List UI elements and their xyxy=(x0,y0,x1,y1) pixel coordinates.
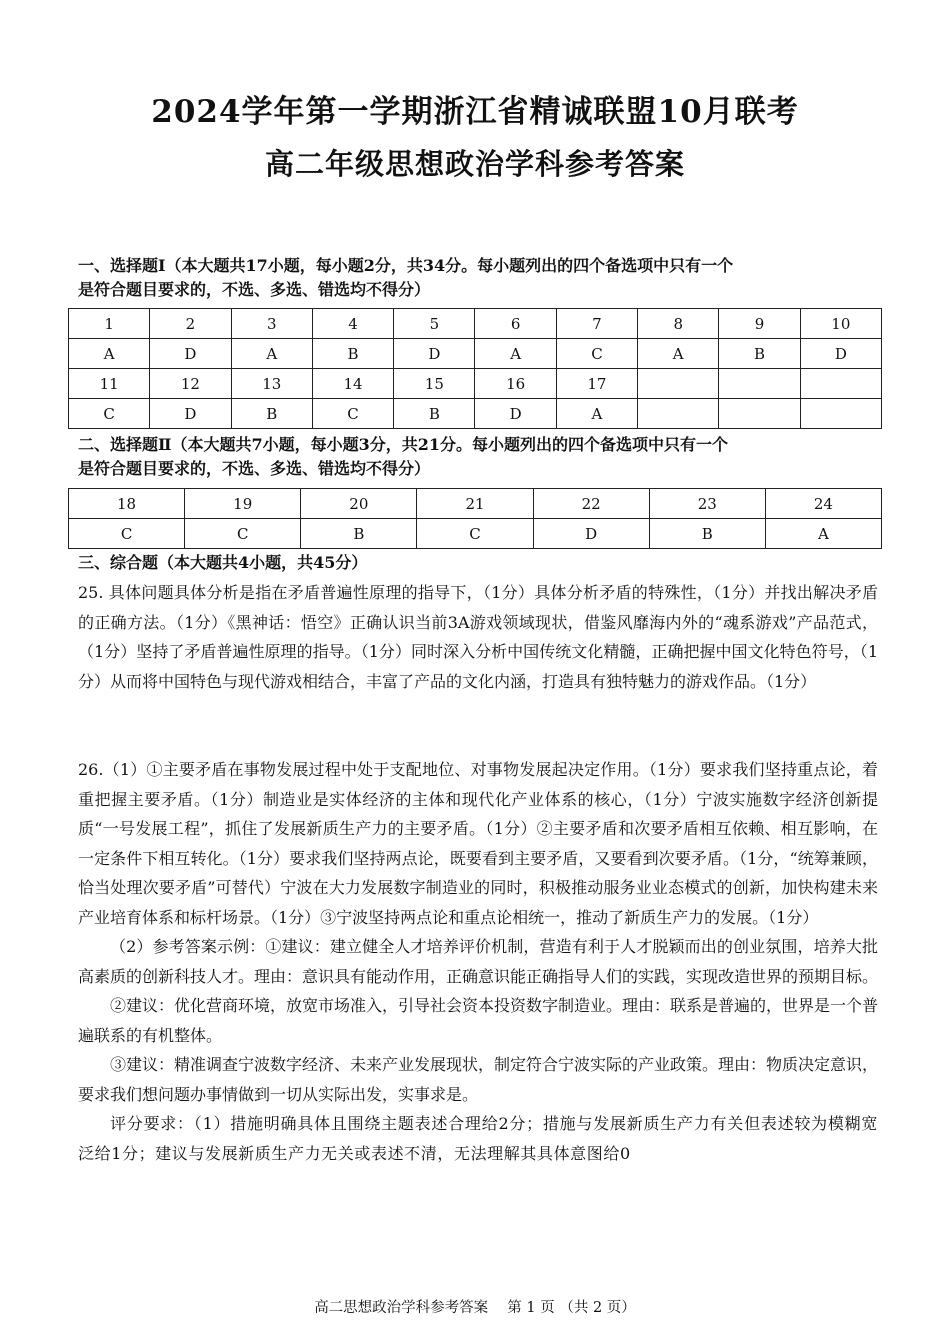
table2-row xyxy=(69,519,882,549)
section1-heading xyxy=(78,254,878,302)
table1-row xyxy=(69,339,882,369)
table1-cell: 7 xyxy=(556,309,637,339)
choice-answer-table-2 xyxy=(68,488,882,549)
table1-cell: 9 xyxy=(719,309,800,339)
answer-26-2c-text: ③建议：精准调查宁波数字经济、未来产业发展现状，制定符合宁波实际的产业政策。理由：物质决定意识，要求我们想问题办事情做到一切从实际出发，实事求是。 xyxy=(78,1055,879,1104)
choice-answer-table-1 xyxy=(68,308,882,429)
table1-cell: A xyxy=(475,339,556,369)
table1-cell: B xyxy=(394,399,475,429)
table1-cell: C xyxy=(556,339,637,369)
table1-cell xyxy=(800,399,881,429)
table2-cell: 18 xyxy=(69,489,185,519)
answer-26-1-text: 26.（1）①主要矛盾在事物发展过程中处于支配地位、对事物发展起决定作用。（1分）要求我们坚持重点论，着重把握主要矛盾。（1分）制造业是实体经济的主体和现代化产业体系的核心，（1分）宁波实施数字经济创新提质“一号发展工程”，抓住了发展新质生产力的主要矛盾。（1分）②主要矛盾和次要矛盾相互依赖、相互影响，在一定条件下相互转化。（1分）要求我们坚持两点论，既要看到主要矛盾，又要看到次要矛盾。（1分，“统筹兼顾，恰当处理次要矛盾”可替代）宁波在大力发展数字制造业的同时，积极推动服务业业态模式的创新，加快构建未来产业培育体系和标杆场景。（1分）③宁波坚持两点论和重点论相统一，推动了新质生产力的发展。（1分） xyxy=(78,760,878,927)
section2-heading-line1: 二、选择题Ⅱ（本大题共7小题，每小题3分，共21分。每小题列出的四个备选项中只有一个 xyxy=(78,435,729,454)
table1-cell: 6 xyxy=(475,309,556,339)
answer-26-2b-text: ②建议：优化营商环境，放宽市场准入，引导社会资本投资数字制造业。理由：联系是普遍的，世界是一个普遍联系的有机整体。 xyxy=(78,996,879,1045)
section3-heading: 三、综合题（本大题共4小题，共45分） xyxy=(78,553,368,572)
table2-cell: 23 xyxy=(649,489,765,519)
table2-cell: B xyxy=(649,519,765,549)
section1-heading-line1: 一、选择题Ⅰ（本大题共17小题，每小题2分，共34分。每小题列出的四个备选项中只有一个 xyxy=(78,256,734,275)
table2-cell: 19 xyxy=(185,489,301,519)
table2-cell: C xyxy=(185,519,301,549)
table2-cell: 20 xyxy=(301,489,417,519)
table2-row xyxy=(69,489,882,519)
table1-cell: 15 xyxy=(394,369,475,399)
table1-cell: 17 xyxy=(556,369,637,399)
table1-row xyxy=(69,399,882,429)
table1-cell: C xyxy=(69,399,150,429)
table1-cell: 13 xyxy=(231,369,312,399)
table1-cell: 10 xyxy=(800,309,881,339)
table1-cell: 2 xyxy=(150,309,231,339)
table1-cell: 14 xyxy=(312,369,393,399)
table2-cell: A xyxy=(765,519,881,549)
table2-cell: 24 xyxy=(765,489,881,519)
table1-cell: D xyxy=(800,339,881,369)
table1-cell: 4 xyxy=(312,309,393,339)
table1-cell xyxy=(638,399,719,429)
table2-cell: B xyxy=(301,519,417,549)
answer-25-text: 25. 具体问题具体分析是指在矛盾普遍性原理的指导下，（1分）具体分析矛盾的特殊性，（1分）并找出解决矛盾的正确方法。（1分）《黑神话：悟空》正确认识当前3A游戏领域现状，借鉴风靡海内外的“魂系游戏”产品范式，（1分）坚持了矛盾普遍性原理的指导。（1分）同时深入分析中国传统文化精髓，正确把握中国文化特色符号，（1分）从而将中国特色与现代游戏相结合，丰富了产品的文化内涵，打造具有独特魅力的游戏作品。（1分） xyxy=(78,583,878,691)
table1-cell: 8 xyxy=(638,309,719,339)
section2-heading xyxy=(78,433,878,481)
table1-cell xyxy=(800,369,881,399)
table2-cell: D xyxy=(533,519,649,549)
table2-cell: 22 xyxy=(533,489,649,519)
table1-cell: 1 xyxy=(69,309,150,339)
table1-cell: D xyxy=(150,399,231,429)
table1-cell: A xyxy=(556,399,637,429)
table1-cell: 16 xyxy=(475,369,556,399)
answer-25 xyxy=(78,578,878,696)
page-footer: 高二思想政治学科参考答案 第 1 页 （共 2 页） xyxy=(314,1300,636,1316)
table1-cell: B xyxy=(231,399,312,429)
table1-cell: A xyxy=(638,339,719,369)
table1-row xyxy=(69,309,882,339)
table1-cell: 3 xyxy=(231,309,312,339)
table1-cell: 12 xyxy=(150,369,231,399)
table1-cell: D xyxy=(150,339,231,369)
answer-26-2a-text: （2）参考答案示例：①建议：建立健全人才培养评价机制，营造有利于人才脱颖而出的创业氛围，培养大批高素质的创新科技人才。理由：意识具有能动作用，正确意识能正确指导人们的实践，实现改造世界的预期目标。 xyxy=(78,937,879,986)
table1-cell xyxy=(638,369,719,399)
table1-cell: A xyxy=(231,339,312,369)
answer-26 xyxy=(78,755,878,1168)
table1-row xyxy=(69,369,882,399)
table1-cell: D xyxy=(394,339,475,369)
scoring-requirements-text: 评分要求：（1）措施明确具体且围绕主题表述合理给2分；措施与发展新质生产力有关但表述较为模糊宽泛给1分；建议与发展新质生产力无关或表述不清，无法理解其具体意图给0 xyxy=(78,1114,878,1163)
section1-heading-line2: 是符合题目要求的，不选、多选、错选均不得分） xyxy=(78,280,431,299)
page-subtitle: 高二年级思想政治学科参考答案 xyxy=(264,147,685,181)
table1-cell: 11 xyxy=(69,369,150,399)
page-title: 2024学年第一学期浙江省精诚联盟10月联考 xyxy=(151,94,799,130)
table1-cell xyxy=(719,399,800,429)
table1-cell: B xyxy=(719,339,800,369)
table1-cell: A xyxy=(69,339,150,369)
table1-cell xyxy=(719,369,800,399)
table1-cell: B xyxy=(312,339,393,369)
table2-cell: 21 xyxy=(417,489,533,519)
table1-cell: C xyxy=(312,399,393,429)
table1-cell: D xyxy=(475,399,556,429)
table2-cell: C xyxy=(69,519,185,549)
section2-heading-line2: 是符合题目要求的，不选、多选、错选均不得分） xyxy=(78,459,431,478)
table2-cell: C xyxy=(417,519,533,549)
table1-cell: 5 xyxy=(394,309,475,339)
